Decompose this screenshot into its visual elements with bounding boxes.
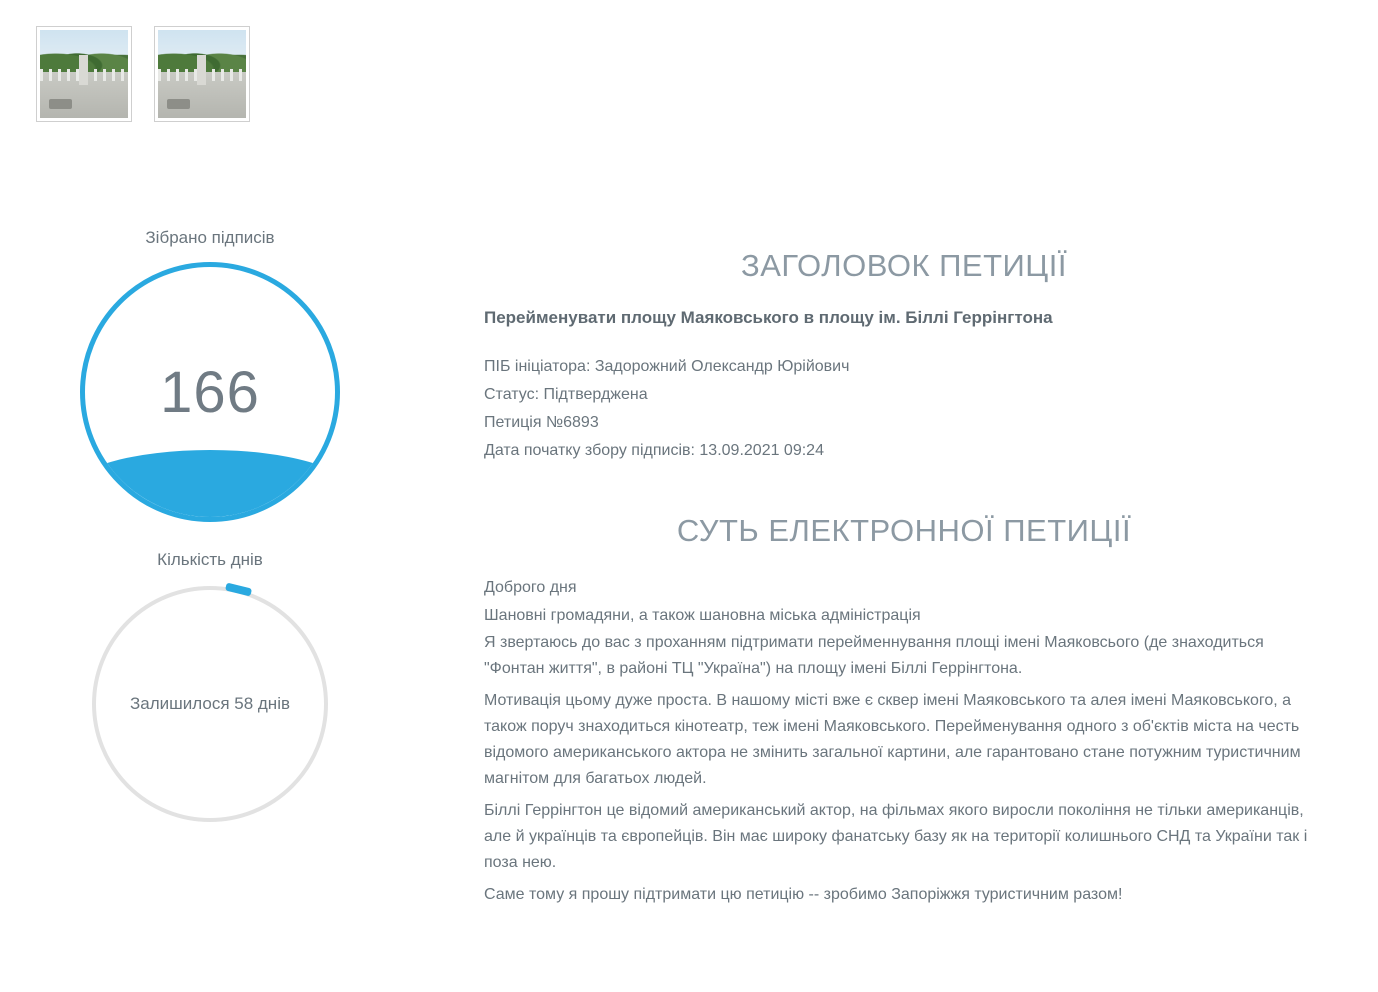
photo-stone-block bbox=[167, 99, 190, 110]
petition-body-heading: СУТЬ ЕЛЕКТРОННОЇ ПЕТИЦІЇ bbox=[676, 512, 1132, 548]
petition-body-paragraph: Я звертаюсь до вас з проханням підтримати перейменнування площі імені Маяковсього (де знаходиться "Фонтан життя", в районі ТЦ "Україна") на площу імені Біллі Геррінгтона. bbox=[484, 634, 1264, 678]
signatures-gauge-caption: Зібрано підписів bbox=[145, 228, 275, 247]
petition-body-paragraph: Біллі Геррінгтон це відомий американський актор, на фільмах якого виросли покоління не тільки американців, але й українців та європейців. Він має широку фанатську базу як на території колишнього СНД та України так і поза нею. bbox=[484, 801, 1308, 871]
photo-monument bbox=[79, 55, 88, 85]
petition-initiator: ПІБ ініціатора: Задорожний Олександр Юрійович bbox=[484, 357, 850, 375]
signatures-count: 166 bbox=[160, 359, 260, 425]
photo-monument bbox=[197, 55, 206, 85]
days-gauge-caption: Кількість днів bbox=[157, 550, 263, 569]
petition-title: Перейменувати площу Маяковського в площу ім. Біллі Геррінгтона bbox=[484, 308, 1053, 327]
petition-status: Статус: Підтверджена bbox=[484, 385, 648, 403]
days-remaining-label: Залишилося 58 днів bbox=[129, 694, 290, 713]
signatures-gauge bbox=[0, 228, 420, 522]
gauges-column bbox=[0, 228, 420, 822]
days-ring-wrap bbox=[92, 586, 328, 822]
petition-body-paragraph: Саме тому я прошу підтримати цю петицію -- зробимо Запоріжжя туристичним разом! bbox=[484, 885, 1123, 903]
photo-thumbnail-image bbox=[158, 30, 246, 118]
photo-thumbnail-image bbox=[40, 30, 128, 118]
days-gauge bbox=[0, 550, 420, 822]
petition-body-paragraph: Мотивація цьому дуже проста. В нашому місті вже є сквер імені Маяковського та алея імені Маяковського, а також поруч знаходиться кінотеатр, теж імені Маяковського. Перейменування одного з об'єктів міста на честь відомого американського актора не змінить загальної картини, але гарантовано стане потужним туристичним магнітом для багатьох людей. bbox=[484, 692, 1301, 787]
photo-thumbnail-2[interactable] bbox=[154, 26, 250, 122]
petition-body-paragraph: Доброго дня bbox=[484, 578, 577, 596]
petition-body-paragraph: Шановні громадяни, а також шановна міська адміністрація bbox=[484, 606, 921, 624]
photo-thumbnail-1[interactable] bbox=[36, 26, 132, 122]
petition-start-date: Дата початку збору підписів: 13.09.2021 09:24 bbox=[484, 441, 824, 459]
petition-heading: ЗАГОЛОВОК ПЕТИЦІЇ bbox=[741, 248, 1067, 283]
photo-thumbnail-list bbox=[36, 26, 250, 122]
petition-content bbox=[484, 248, 1324, 910]
petition-number: Петиція №6893 bbox=[484, 413, 599, 431]
signatures-ring-wrap bbox=[80, 262, 340, 522]
photo-stone-block bbox=[49, 99, 72, 110]
